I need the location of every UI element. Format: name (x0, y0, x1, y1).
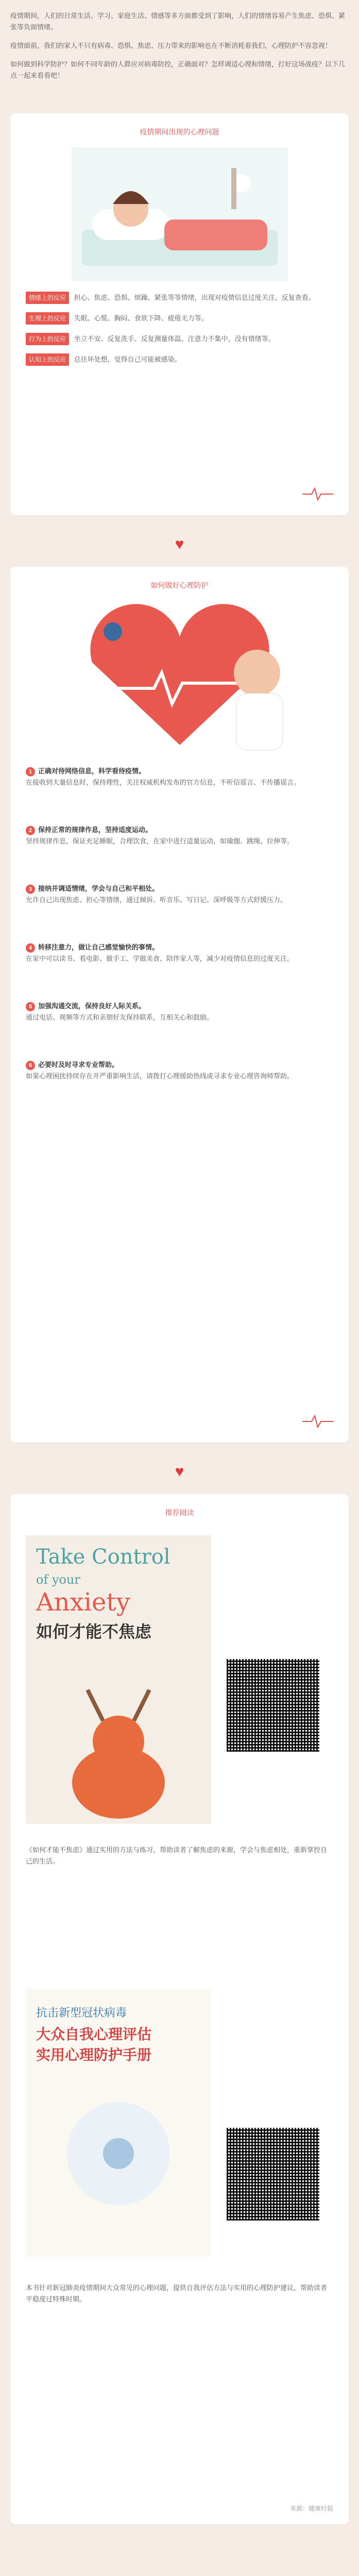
tip-head: 正确对待网络信息，科学看待疫情。 (38, 767, 146, 775)
intro-paragraph: 如何做到科学防护？如何不同年龄的人群应对病毒防控，正确面对？怎样调适心理和情绪，打好这场战疫？以下几点一起来看看吧！ (10, 60, 346, 79)
book2-title-top: 抗击新型冠状病毒 (36, 2006, 127, 2019)
tips-list (26, 766, 333, 1082)
book2-title-main: 实用心理防护手册 (36, 2047, 152, 2063)
source-text: 来源：健康时报 (289, 2505, 333, 2512)
reaction-text: 总往坏处想，觉得自己可能被感染。 (74, 355, 181, 363)
tip-body: 坚持规律作息，保证充足睡眠，合理饮食，在家中进行适量运动，如瑜伽、跳绳、拉伸等。 (26, 837, 294, 845)
tip-number: 3 (26, 885, 35, 894)
section1-title: 疫情期间出现的心理问题 (140, 128, 219, 136)
tip-head: 保持正常的规律作息，坚持适度运动。 (38, 826, 152, 834)
intro-paragraph: 疫情期间，人们的日常生活、学习、家庭生活、情感等多方面都受到了影响，人们的情绪容易产生焦虑、恐惧、紧张等负面情绪。 (10, 12, 346, 31)
book1-title-en (26, 1535, 211, 1617)
sick-girl-illustration (72, 147, 288, 281)
tip-number: 5 (26, 1002, 35, 1011)
book1-qr-code (227, 1659, 319, 1752)
doctor-heart-illustration (51, 601, 309, 755)
book2-title-main: 大众自我心理评估 (36, 2026, 152, 2042)
reaction-item (26, 333, 333, 345)
book1-title-en-line: Take Control (36, 1545, 170, 1569)
section1-card (10, 113, 349, 515)
heart-icon: ♥ (175, 536, 184, 553)
tip-item (26, 824, 333, 847)
tip-body: 如果心理困扰持续存在并严重影响生活，请拨打心理援助热线或寻求专业心理咨询师帮助。 (26, 1072, 294, 1080)
book1-description: 《如何才能不焦虑》通过实用的方法与练习，帮助读者了解焦虑的来源，学会与焦虑相处，重新掌控自己的生活。 (26, 1846, 328, 1865)
heartbeat-icon (302, 1414, 333, 1429)
reaction-tag: 情绪上的反应 (26, 292, 69, 304)
book1-title-en-line: Anxiety (36, 1588, 130, 1617)
tip-number: 6 (26, 1061, 35, 1070)
reaction-text: 担心、焦虑、恐惧、烦躁、紧张等等情绪，出现对疫情信息过度关注、反复查看。 (74, 294, 315, 301)
section2-card (10, 567, 349, 1443)
tip-number: 2 (26, 826, 35, 835)
tip-item (26, 883, 333, 906)
reaction-item (26, 312, 333, 325)
heart-icon: ♥ (175, 1463, 184, 1480)
tip-head: 转移注意力，做让自己感觉愉快的事情。 (38, 943, 159, 951)
tip-head: 接纳并调适情绪，学会与自己和平相处。 (38, 885, 159, 892)
section3-card (10, 1494, 349, 2524)
tip-body: 允许自己出现焦虑、担心等情绪，通过倾诉、听音乐、写日记、深呼吸等方式舒缓压力。 (26, 896, 287, 904)
tip-item (26, 942, 333, 964)
book1-title-en-line: of your (36, 1572, 80, 1587)
reaction-tag: 行为上的反应 (26, 333, 69, 345)
tip-body: 在接收到大量信息时，保持理性，关注权威机构发布的官方信息，不听信谣言、不传播谣言。 (26, 778, 301, 786)
reaction-item (26, 292, 333, 304)
tip-number: 4 (26, 943, 35, 953)
tip-number: 1 (26, 767, 35, 776)
tip-item (26, 1001, 333, 1023)
book2-cover (26, 1989, 211, 2257)
tip-head: 必要时及时寻求专业帮助。 (38, 1061, 119, 1069)
reaction-tag: 生理上的反应 (26, 312, 69, 325)
section2-title: 如何做好心理防护 (150, 581, 209, 589)
tip-body: 通过电话、视频等方式和亲朋好友保持联系，互相关心和鼓励。 (26, 1013, 214, 1021)
deer-illustration (26, 1680, 211, 1824)
reaction-text: 坐立不安、反复洗手、反复测量体温、注意力不集中，没有情绪等。 (74, 335, 275, 343)
book2-qr-code (227, 2128, 319, 2221)
book1-cover (26, 1535, 211, 1824)
reaction-item (26, 353, 333, 366)
section3-title: 推荐阅读 (165, 1509, 194, 1517)
intro-paragraph: 疫情面前，我们的家人不只有病毒、恐惧、焦虑、压力带来的影响也在不断消耗着我们，心理防护不容忽视！ (10, 42, 332, 49)
tip-item (26, 1059, 333, 1082)
intro (0, 10, 359, 89)
tip-body: 在家中可以读书、看电影、做手工、学做美食、陪伴家人等，减少对疫情信息的过度关注。 (26, 955, 294, 962)
tip-head: 加强沟通交流，保持良好人际关系。 (38, 1002, 146, 1010)
book1-title-cn: 如何才能不焦虑 (36, 1622, 152, 1641)
heartbeat-icon (302, 486, 333, 502)
flower-illustration (62, 2097, 175, 2210)
reaction-text: 失眠、心慌、胸闷、食欲下降、疲倦无力等。 (74, 314, 208, 322)
tip-item (26, 766, 333, 788)
reaction-tag: 认知上的反应 (26, 353, 69, 366)
book2-description: 本书针对新冠肺炎疫情期间大众常见的心理问题，提供自我评估方法与实用的心理防护建议，帮助读者平稳度过特殊时期。 (26, 2284, 328, 2303)
